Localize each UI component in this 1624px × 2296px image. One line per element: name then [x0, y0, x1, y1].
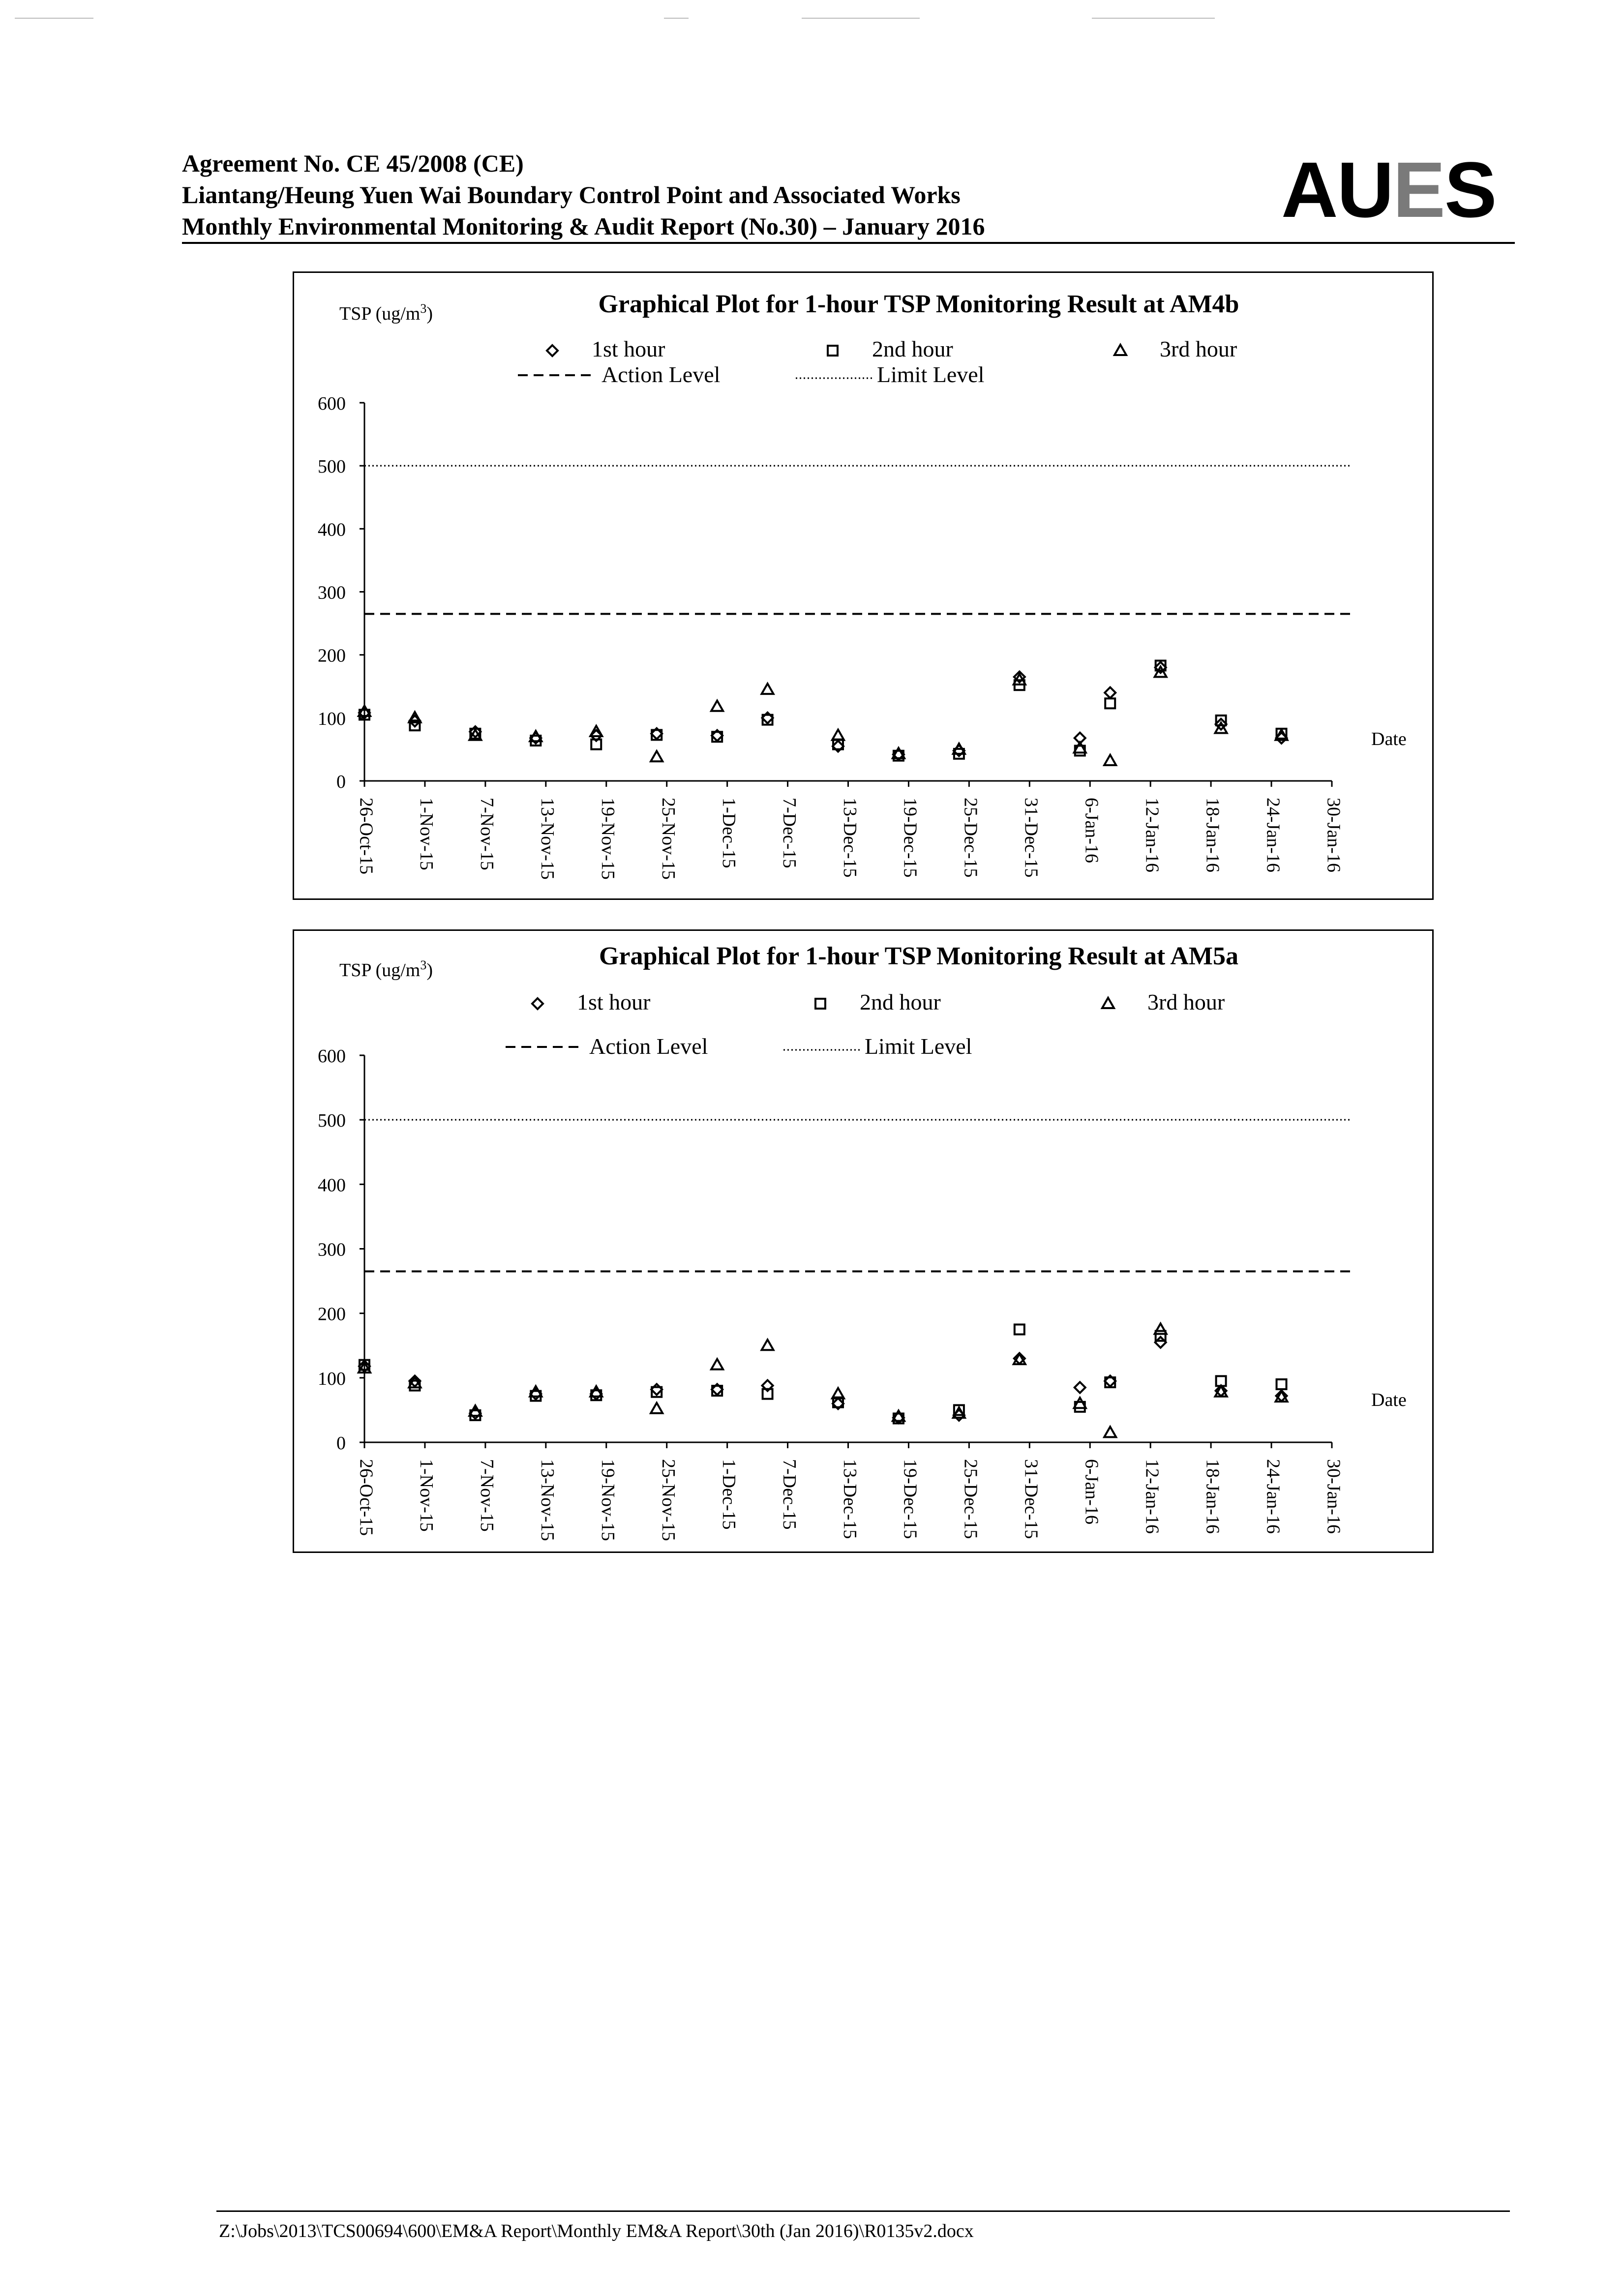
x-tick-label: 26-Oct-15 [356, 1459, 377, 1536]
x-tick-label: 7-Dec-15 [779, 798, 800, 868]
project-title: Liantang/Heung Yuen Wai Boundary Control Point and Associated Works [182, 181, 961, 209]
legend-limit-level: Limit Level [865, 1034, 972, 1059]
x-tick-label: 1-Nov-15 [416, 1459, 437, 1532]
legend-1st-hour: 1st hour [577, 989, 651, 1014]
x-tick-label: 13-Dec-15 [839, 1459, 860, 1539]
x-tick-label: 6-Jan-16 [1081, 1459, 1102, 1524]
marker-3rd-hour [1102, 998, 1114, 1008]
y-tick-label: 300 [318, 582, 346, 603]
scan-speck [664, 18, 689, 19]
x-tick-label: 30-Jan-16 [1323, 798, 1344, 872]
marker-3rd-hour [1104, 1427, 1116, 1437]
marker-1st-hour [1075, 1382, 1085, 1393]
footer-rule [216, 2210, 1510, 2212]
marker-3rd-hour [1114, 345, 1126, 355]
marker-3rd-hour [711, 701, 723, 711]
x-tick-label: 19-Nov-15 [598, 798, 619, 880]
marker-1st-hour [1155, 1337, 1166, 1348]
marker-1st-hour [532, 998, 543, 1009]
marker-3rd-hour [651, 1403, 662, 1413]
y-tick-label: 100 [318, 708, 346, 729]
header-rule [182, 242, 1515, 244]
marker-2nd-hour [1105, 698, 1115, 708]
marker-2nd-hour [815, 999, 825, 1009]
legend-3rd-hour: 3rd hour [1160, 336, 1237, 361]
x-tick-label: 6-Jan-16 [1081, 798, 1102, 863]
y-tick-label: 0 [336, 1433, 346, 1454]
x-tick-label: 18-Jan-16 [1202, 798, 1223, 872]
x-tick-label: 31-Dec-15 [1021, 1459, 1042, 1539]
y-tick-label: 300 [318, 1239, 346, 1260]
x-tick-label: 1-Nov-15 [416, 798, 437, 870]
legend-action-level: Action Level [601, 362, 721, 387]
x-tick-label: 25-Nov-15 [658, 1459, 679, 1541]
y-tick-label: 100 [318, 1368, 346, 1389]
x-tick-label: 7-Nov-15 [477, 1459, 498, 1532]
y-tick-label: 600 [318, 393, 346, 414]
chart-am5a [293, 929, 1434, 1553]
file-path: Z:\Jobs\2013\TCS00694\600\EM&A Report\Monthly EM&A Report\30th (Jan 2016)\R0135v2.docx [219, 2221, 974, 2241]
marker-3rd-hour [1155, 1323, 1167, 1334]
chart-title: Graphical Plot for 1-hour TSP Monitoring Result at AM4b [598, 290, 1239, 318]
marker-3rd-hour [711, 1359, 723, 1370]
report-title: Monthly Environmental Monitoring & Audit Report (No.30) – January 2016 [182, 212, 985, 240]
y-tick-label: 200 [318, 645, 346, 666]
scan-speck [802, 18, 920, 19]
y-tick-label: 200 [318, 1304, 346, 1325]
x-tick-label: 7-Nov-15 [477, 798, 498, 870]
chart-am5a-svg [294, 931, 1435, 1554]
marker-3rd-hour [762, 1340, 774, 1350]
y-tick-label: 400 [318, 1175, 346, 1196]
x-tick-label: 19-Nov-15 [598, 1459, 619, 1541]
x-axis-label: Date [1371, 1390, 1407, 1410]
scan-speck [1092, 18, 1215, 19]
marker-3rd-hour [1104, 755, 1116, 765]
legend-1st-hour: 1st hour [592, 336, 665, 361]
x-tick-label: 24-Jan-16 [1263, 1459, 1284, 1534]
x-tick-label: 30-Jan-16 [1323, 1459, 1344, 1534]
x-tick-label: 13-Nov-15 [537, 1459, 558, 1541]
marker-2nd-hour [828, 346, 838, 356]
marker-1st-hour [547, 345, 558, 356]
y-axis-label: TSP $(ug/m^3)$ [339, 957, 433, 981]
x-tick-label: 1-Dec-15 [718, 1459, 739, 1530]
agreement-number: Agreement No. CE 45/2008 (CE) [182, 149, 524, 177]
x-tick-label: 25-Nov-15 [658, 798, 679, 880]
chart-am4b [293, 271, 1434, 900]
legend-2nd-hour: 2nd hour [860, 989, 941, 1014]
x-tick-label: 19-Dec-15 [900, 1459, 921, 1539]
x-tick-label: 13-Dec-15 [839, 798, 860, 878]
x-tick-label: 18-Jan-16 [1202, 1459, 1223, 1534]
marker-3rd-hour [832, 730, 844, 740]
x-tick-label: 12-Jan-16 [1142, 798, 1163, 872]
legend-action-level: Action Level [589, 1034, 708, 1059]
marker-1st-hour [1105, 687, 1115, 698]
x-tick-label: 19-Dec-15 [900, 798, 921, 878]
y-tick-label: 500 [318, 456, 346, 477]
chart-am4b-svg [294, 273, 1435, 901]
marker-2nd-hour [1015, 1324, 1024, 1334]
scan-speck [15, 18, 93, 19]
marker-3rd-hour [762, 684, 774, 694]
marker-2nd-hour [1277, 1379, 1287, 1389]
legend-2nd-hour: 2nd hour [872, 336, 953, 361]
legend-limit-level: Limit Level [877, 362, 985, 387]
x-tick-label: 13-Nov-15 [537, 798, 558, 880]
x-tick-label: 26-Oct-15 [356, 798, 377, 875]
x-tick-label: 25-Dec-15 [960, 1459, 981, 1539]
marker-1st-hour [651, 1384, 662, 1395]
legend-3rd-hour: 3rd hour [1147, 989, 1225, 1014]
marker-3rd-hour [651, 751, 662, 761]
y-axis-label: TSP $(ug/m^3)$ [339, 301, 433, 324]
x-tick-label: 31-Dec-15 [1021, 798, 1042, 878]
logo-suffix: S [1444, 146, 1496, 234]
y-tick-label: 400 [318, 519, 346, 540]
y-tick-label: 600 [318, 1046, 346, 1067]
x-tick-label: 1-Dec-15 [718, 798, 739, 868]
x-tick-label: 24-Jan-16 [1263, 798, 1284, 872]
aues-logo [1281, 146, 1496, 234]
x-axis-label: Date [1371, 729, 1407, 749]
x-tick-label: 7-Dec-15 [779, 1459, 800, 1530]
x-tick-label: 25-Dec-15 [960, 798, 981, 878]
y-tick-label: 500 [318, 1110, 346, 1132]
x-tick-label: 12-Jan-16 [1142, 1459, 1163, 1534]
chart-title: Graphical Plot for 1-hour TSP Monitoring Result at AM5a [599, 942, 1239, 970]
y-tick-label: 0 [336, 772, 346, 792]
logo-mid: E [1393, 146, 1444, 234]
logo-prefix: AU [1281, 146, 1393, 234]
